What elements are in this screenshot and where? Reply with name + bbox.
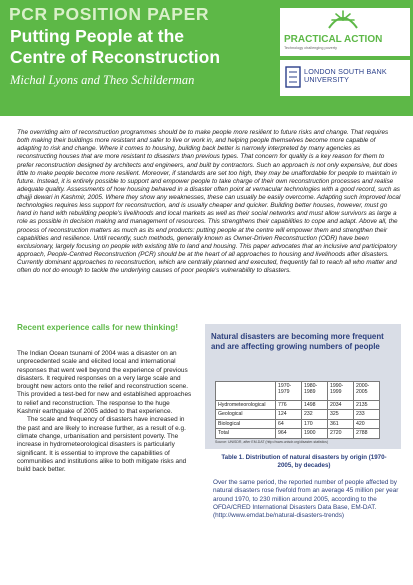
table-cell: 2788 (354, 429, 380, 438)
column-header: 1990-1999 (328, 382, 354, 401)
table-cell: 233 (354, 410, 380, 419)
column-header: 1980-1989 (302, 382, 328, 401)
table-cell: 232 (302, 410, 328, 419)
right-column-body: Over the same period, the reported number of people affected by natural disasters rose fivefold from an average 45 million per year around 1970, to 230 million around 2005, according to the OFDA/CRED International Disasters Data Base, EM-DAT. (http://www.emdat.be/natural-disasters-trends) (213, 479, 399, 520)
table-row (216, 429, 380, 438)
table-source: Source: UNISDR, after EM-DAT (http://www.unisdr.org/disaster-statistics) (215, 440, 329, 444)
authors: Michal Lyons and Theo Schilderman (10, 73, 195, 87)
title-line-2: Centre of Reconstruction (10, 47, 221, 67)
column-header: 1970-1979 (276, 382, 302, 401)
section-heading: Recent experience calls for new thinking! (17, 323, 179, 332)
practical-action-name: PRACTICAL ACTION (284, 34, 383, 45)
table-row (216, 401, 380, 410)
table-cell: 1498 (302, 401, 328, 410)
box-title: Natural disasters are becoming more frequent and are affecting growing numbers of people (211, 332, 384, 352)
practical-action-tagline: Technology challenging poverty (284, 46, 337, 50)
lsbu-name-line-1: LONDON SOUTH BANK (304, 67, 387, 76)
page-title (10, 26, 240, 68)
lsbu-crest-icon (285, 66, 301, 88)
disasters-table (215, 381, 380, 439)
table-corner-cell (216, 382, 276, 401)
practical-action-logo (280, 8, 410, 56)
table-cell: 124 (276, 410, 302, 419)
table-header-row (216, 382, 380, 401)
table-cell: 2720 (328, 429, 354, 438)
table-cell: 2135 (354, 401, 380, 410)
disasters-box (205, 324, 401, 449)
table-cell: 1900 (302, 429, 328, 438)
table-cell: 964 (276, 429, 302, 438)
lsbu-name-line-2: UNIVERSITY (304, 75, 350, 85)
left-paragraph-1: The Indian Ocean tsunami of 2004 was a disaster on an unprecedented scale and elicited local and international responses that went well beyond the experience of previous disasters. It required responses on a very large scale and brought new actors onto the relief and reconstruction scene. This provided a test-bed for new and established approaches to relief and reconstruction. The response to the huge Kashmir earthquake of 2005 added to that experience. (17, 350, 192, 416)
column-header: 2000-2005 (354, 382, 380, 401)
row-label: Geological (216, 410, 276, 419)
table-cell: 64 (276, 419, 302, 428)
title-line-1: Putting People at the (10, 26, 185, 46)
table-cell: 776 (276, 401, 302, 410)
table-caption: Table 1. Distribution of natural disasters by origin (1970-2005, by decades) (221, 454, 387, 470)
lsbu-logo (280, 60, 410, 96)
table-cell: 420 (354, 419, 380, 428)
intro-paragraph: The overriding aim of reconstruction programmes should be to make people more resilient to future risks and change. That requires both making their buildings more resistant and safer to live or work in, and helping people themselves become more capable of adapting to risk and change. Where it comes to housing, building back better is narrowly interpreted by many agencies as reconstructing houses that are more resistant to disasters than previous types. That concern for quality is a key reason for them to prefer reconstruction designed by architects and engineers, and built by contractors. Such an approach is not only expensive, but does little to make people become more resilient. Moreover, if standards are set too high, they may be unaffordable for people to maintain in future. Instead, it is entirely possible to support and empower people to take charge of their own reconstruction processes and realise adequate quality. Assessments of how housing behaved in a disaster often point at vernacular technologies with a good record, such as dhajji dewari in Kashmir, 2005. Where they show any weaknesses, these can usually be easily overcome. Adapting such improved local technologies requires less support for reconstruction, and is usually cheaper and quicker. Building better houses, however, must go hand in hand with rebuilding people's livelihoods and local markets as well as their social networks and must allow survivors as large a role as possible in decision making and management of resources. This strengthens their capabilities to cope and adapt. Above all, the process of reconstruction matters as much as its end products: putting people at the centre will empower them and strengthen their capabilities and resilience. Until recently, such methods, generally known as Owner-Driven Reconstruction (ODR) have been exclusionary, largely focusing on people with existing title to land and housing. This paper advocates that an inclusive and participatory approach, People-Centred Reconstruction (PCR) should be at the heart of all approaches to housing and livelihoods after disasters. Currently dominant approaches to reconstruction, which are centrally planned and executed, frequently fail to reach all who matter and often do not do enough to tackle the underlying causes of poor people's vulnerability to disasters. (17, 129, 401, 275)
table-row (216, 419, 380, 428)
table-cell: 2034 (328, 401, 354, 410)
table-cell: 325 (328, 410, 354, 419)
row-label: Biological (216, 419, 276, 428)
practical-action-icon (326, 10, 360, 32)
table-row (216, 410, 380, 419)
lsbu-name (304, 68, 408, 85)
row-label: Total (216, 429, 276, 438)
row-label: Hydrometeorological (216, 401, 276, 410)
left-column-body (17, 350, 193, 474)
series-title: PCR POSITION PAPER (9, 4, 210, 24)
left-paragraph-2: The scale and frequency of disasters have increased in the past and are likely to increase further, as a result of e.g. climate change, urbanisation and persistent poverty. The increase in hydrometeorological disasters is particularly significant. It is essential to improve the capabilities of communities and institutions alike to both mitigate risks and build back better. (17, 416, 187, 474)
header-banner (0, 0, 413, 116)
table-cell: 170 (302, 419, 328, 428)
table-cell: 361 (328, 419, 354, 428)
